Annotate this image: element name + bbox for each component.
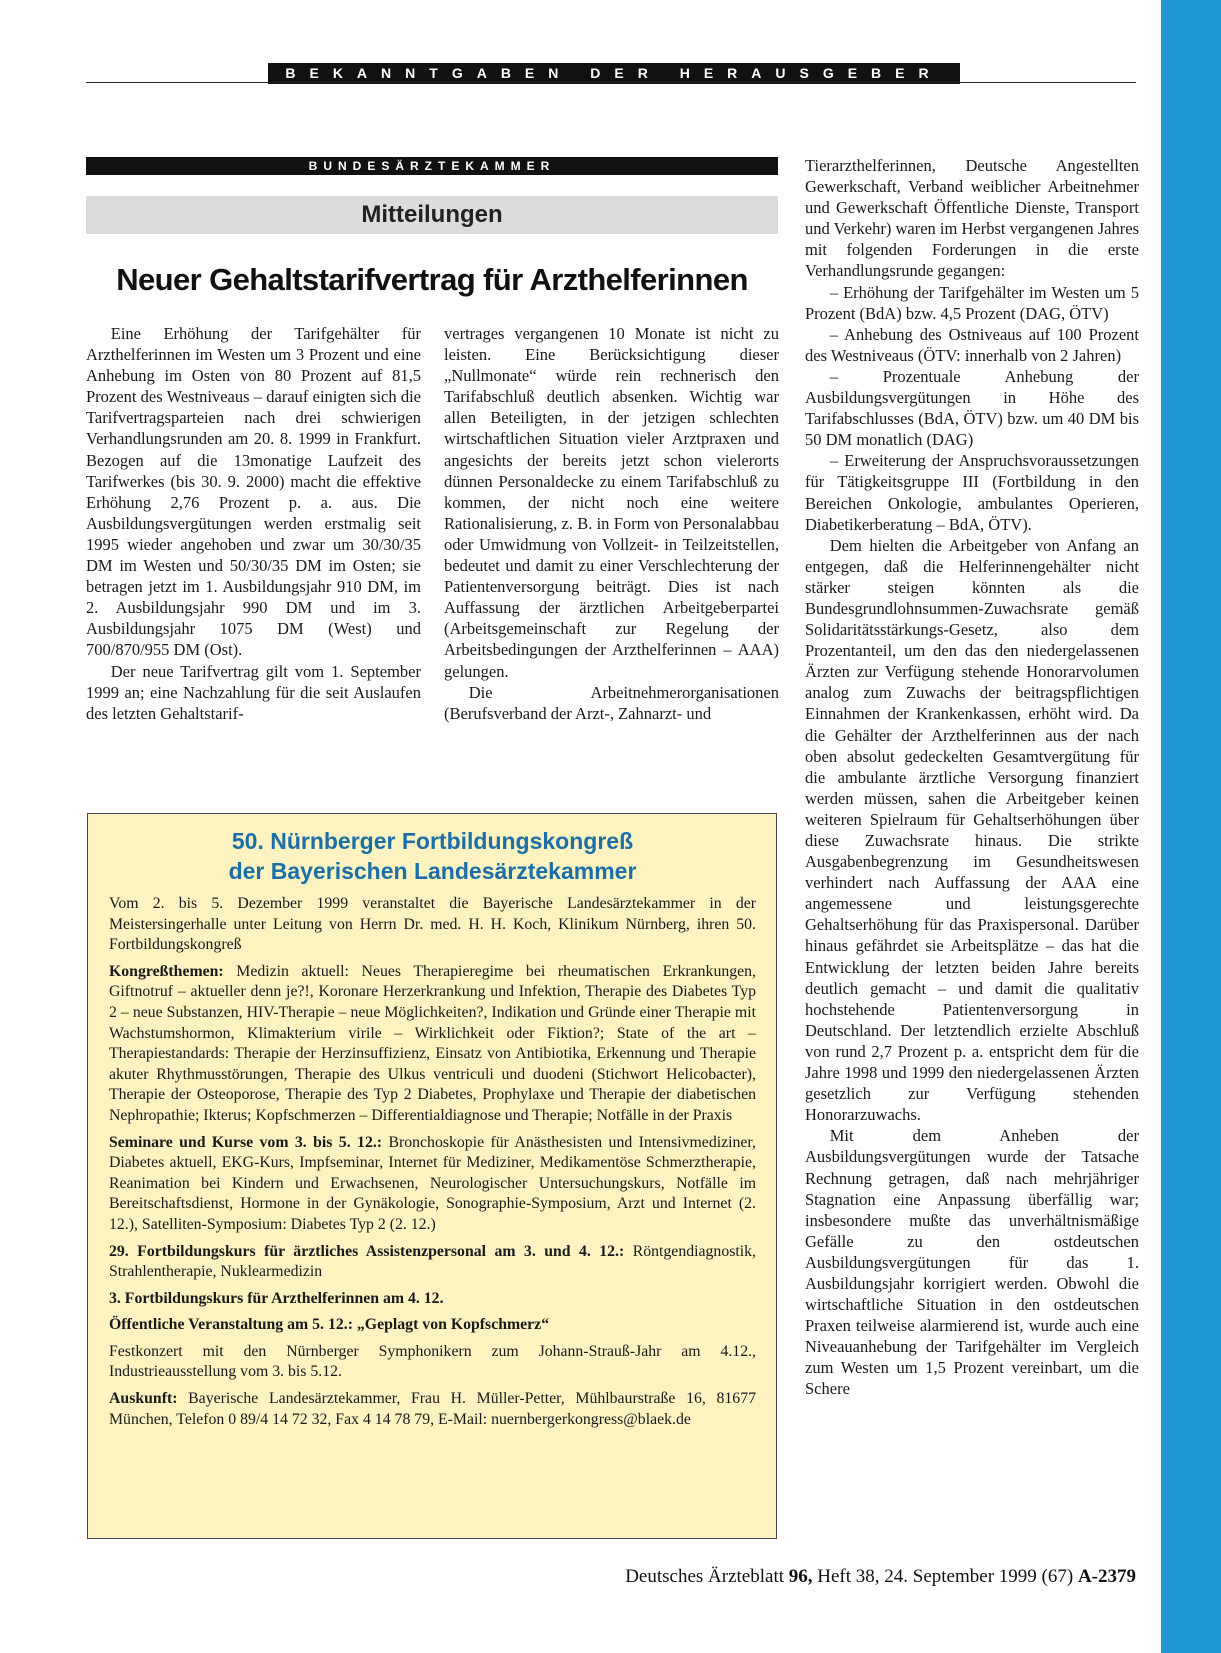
infobox-title-line: der Bayerischen Landesärztekammer bbox=[228, 858, 637, 884]
paragraph: Die Arbeitnehmerorganisationen (Berufsverband der Arzt-, Zahnarzt- und bbox=[444, 682, 779, 723]
contact-label: Auskunft: bbox=[109, 1390, 178, 1408]
page-footer bbox=[625, 1566, 1136, 1588]
header-band: BEKANNTGABEN DER HERAUSGEBER bbox=[268, 63, 960, 84]
course3-label: 3. Fortbildungskurs für Arzthelferinnen am 4. 12. bbox=[109, 1289, 444, 1307]
side-color-bar bbox=[1161, 0, 1221, 1653]
infobox-course-29 bbox=[109, 1242, 756, 1283]
infobox-themes bbox=[109, 962, 756, 1127]
list-item: – Anhebung des Ostniveaus auf 100 Prozent des Westniveaus (ÖTV: innerhalb von 2 Jahren) bbox=[805, 324, 1139, 365]
article-column-2 bbox=[444, 323, 779, 724]
infobox-course-3 bbox=[109, 1289, 756, 1310]
themes-label: Kongreßthemen: bbox=[109, 962, 224, 980]
paragraph: Der neue Tarifvertrag gilt vom 1. September 1999 an; eine Nachzahlung für die seit Auslaufen des letzten Gehaltstarif- bbox=[86, 661, 421, 723]
themes-text: Medizin aktuell: Neues Therapieregime bei rheumatischen Erkrankungen, Giftnotruf – aktueller denn je?!, Koronare Herzerkrankung und Infektion, Therapie des Diabetes Typ 2 – neue Substanzen, HIV-Therapie – neue Möglichkeiten?, Indikation und Gründe einer Therapie mit Wachstumshormon, Klimakterium virile – Wirklichkeit oder Fiktion?; State of the art – Therapiestandards: Therapie der Herzinsuffizienz, Einsatz von Antibiotika, Erkennung und Therapie akuter Rhythmusstörungen, Therapie des Ulkus ventriculi und duodeni (Stichwort Helicobacter), Therapie der Osteoporose, Therapie des Typ 2 Diabetes, Prophylaxe und Therapie der diabetischen Nephropathie; Ikterus; Kopfschmerzen – Differentialdiagnose und Therapie; Notfälle in der Praxis bbox=[109, 962, 756, 1124]
public-event-label: Öffentliche Veranstaltung am 5. 12.: „Geplagt von Kopfschmerz“ bbox=[109, 1316, 550, 1334]
contact-text: Bayerische Landesärztekammer, Frau H. Müller-Petter, Mühlbaurstraße 16, 81677 München, Telefon 0 89/4 14 72 32, Fax 4 14 78 79, E-Mail: nuernbergerkongress@blaek.de bbox=[109, 1390, 756, 1428]
seminars-text: Bronchoskopie für Anästhesisten und Intensivmediziner, Diabetes aktuell, EKG-Kurs, Impfseminar, Internet für Mediziner, Medikamentöse Schmerztherapie, Reanimation bei Kindern und Erwachsenen, Neurologischer Untersuchungskurs, Notfälle im Bereitschaftsdienst, Hormone in der Gynäkologie, Sonographie-Symposium, Arzt und Internet (2. 12.), Satelliten-Symposium: Diabetes Typ 2 (2. 12.) bbox=[109, 1133, 756, 1233]
paragraph: Dem hielten die Arbeitgeber von Anfang an entgegen, daß die Helferinnengehälter nicht stärker steigen könnten als die Bundesgrundlohnsummen-Zuwachsrate gemäß Solidaritätsstärkungs-Gesetz, also dem Prozentanteil, um den das den niedergelassenen Ärzten zur Verfügung stehende Honorarvolumen analog zum Zuwachs der beitragspflichtigen Einnahmen der Krankenkassen, erhöht wird. Da die Gehälter der Arzthelferinnen aus der nach oben absolut gedeckelten Gesamtvergütung für die ambulante ärztliche Versorgung finanziert werden müssen, sahen die Arbeitgeber keinen weiteren Spielraum für Gehaltserhöhungen über diese Zuwachsrate hinaus. Die strikte Ausgabenbegrenzung im Gesundheitswesen verhindert nach Auffassung der AAA eine angemessene und leistungsgerechte Gehaltserhöhung für das Praxispersonal. Darüber hinaus gefährdet sie Arbeitsplätze – das hat die Entwicklung der letzten beiden Jahre bereits deutlich gemacht – und damit die qualitativ hochstehende Patientenversorgung in Deutschland. Der letztendlich erzielte Abschluß von rund 2,7 Prozent p. a. entspricht dem für die Jahre 1998 und 1999 den niedergelassenen Ärzten gesetzlich zur Verfügung stehenden Honorarzuwachs. bbox=[805, 535, 1139, 1125]
footer-page-number: A-2379 bbox=[1077, 1566, 1136, 1587]
footer-issue: Heft 38, 24. September 1999 (67) bbox=[812, 1566, 1078, 1587]
list-item: – Prozentuale Anhebung der Ausbildungsvergütungen in Höhe des Tarifabschlusses (BdA, ÖTV) bzw. um 40 DM bis 50 DM monatlich (DAG) bbox=[805, 366, 1139, 450]
paragraph: vertrages vergangenen 10 Monate ist nicht zu leisten. Eine Berücksichtigung dieser „Nullmonate“ würde rein rechnerisch den Tarifabschluß deutlich absenken. Wichtig war allen Beteiligten, in der jetzigen schlechten wirtschaftlichen Situation vieler Arztpraxen und angesichts der bereits jetzt schon vielerorts dünnen Personaldecke zu einem Tarifabschluß zu kommen, der nicht noch eine weitere Rationalisierung, z. B. in Form von Personalabbau oder Umwidmung von Vollzeit- in Teilzeitstellen, bedeutet und damit zu einer Verschlechterung der Patientenversorgung beiträgt. Dies ist nach Auffassung der ärztlichen Arbeitgeberpartei (Arbeitsgemeinschaft zur Regelung der Arbeitsbedingungen der Arzthelferinnen – AAA) gelungen. bbox=[444, 324, 779, 681]
article-headline: Neuer Gehaltstarifvertrag für Arzthelferinnen bbox=[116, 262, 748, 297]
section-band: BUNDESÄRZTEKAMMER bbox=[86, 157, 778, 175]
article-column-1 bbox=[86, 323, 421, 724]
infobox-title-line: 50. Nürnberger Fortbildungskongreß bbox=[231, 828, 634, 854]
section-subtitle: Mitteilungen bbox=[86, 196, 778, 234]
course29-label: 29. Fortbildungskurs für ärztliches Assistenzpersonal am 3. und 4. 12.: bbox=[109, 1242, 625, 1260]
paragraph: Eine Erhöhung der Tarifgehälter für Arzthelferinnen im Westen um 3 Prozent und eine Anhebung im Osten von 80 Prozent auf 81,5 Prozent des Westniveaus – darauf einigten sich die Tarifvertragsparteien nach drei schwierigen Verhandlungsrunden am 20. 8. 1999 in Frankfurt. Bezogen auf die 13monatige Laufzeit des Tarifwerkes (bis 30. 9. 2000) macht die effektive Erhöhung 2,76 Prozent p. a. aus. Die Ausbildungsvergütungen werden erstmalig seit 1995 wieder angehoben und zwar um 30/30/35 DM im Westen und 50/30/35 DM im Osten; sie betragen jetzt im 1. Ausbildungsjahr 910 DM, im 2. Ausbildungsjahr 990 DM und im 3. Ausbildungsjahr 1075 DM (West) und 700/870/955 DM (Ost). bbox=[86, 324, 421, 660]
footer-volume: 96, bbox=[788, 1566, 813, 1587]
footer-journal: Deutsches Ärzteblatt bbox=[625, 1566, 789, 1587]
course29-text: Röntgendiagnostik, Strahlentherapie, Nuklearmedizin bbox=[109, 1242, 756, 1281]
list-item: – Erweiterung der Anspruchsvoraussetzungen für Tätigkeitsgruppe III (Fortbildung in den Bereichen Onkologie, ambulantes Operieren, Diabetikerberatung – BdA, ÖTV). bbox=[805, 451, 1139, 534]
infobox-contact bbox=[109, 1389, 756, 1430]
seminars-label: Seminare und Kurse vom 3. bis 5. 12.: bbox=[109, 1133, 383, 1151]
list-item: – Erhöhung der Tarifgehälter im Westen um 5 Prozent (BdA) bzw. 4,5 Prozent (DAG, ÖTV) bbox=[805, 282, 1139, 323]
article-column-3 bbox=[805, 155, 1139, 1400]
infobox-public-event bbox=[109, 1315, 756, 1336]
infobox-concert: Festkonzert mit den Nürnberger Symphonikern zum Johann-Strauß-Jahr am 4.12., Industrieausstellung vom 3. bis 5.12. bbox=[109, 1342, 756, 1381]
paragraph: Mit dem Anheben der Ausbildungsvergütungen wurde der Tatsache Rechnung getragen, daß nach mehrjähriger Stagnation eine Anpassung überfällig war; insbesondere mußte das unverhältnismäßige Gefälle zu den ostdeutschen Ausbildungsvergütungen für das 1. Ausbildungsjahr korrigiert werden. Obwohl die wirtschaftliche Situation in den ostdeutschen Praxen teilweise alarmierend ist, wurde auch eine Niveauanhebung der Tarifgehälter im Vergleich zum Westen um 1,5 Prozent vereinbart, um die Schere bbox=[805, 1126, 1139, 1399]
infobox-intro: Vom 2. bis 5. Dezember 1999 veranstaltet die Bayerische Landesärztekammer in der Meistersingerhalle unter Leitung von Herrn Dr. med. H. H. Koch, Klinikum Nürnberg, ihren 50. Fortbildungskongreß bbox=[109, 895, 756, 954]
infobox-seminars bbox=[109, 1133, 756, 1236]
paragraph: Tierarzthelferinnen, Deutsche Angestellten Gewerkschaft, Verband weiblicher Arbeitnehmer und Gewerkschaft Öffentliche Dienste, Transport und Verkehr) waren im Herbst vergangenen Jahres mit folgenden Forderungen in die erste Verhandlungsrunde gegangen: bbox=[805, 156, 1139, 281]
header-rule bbox=[86, 82, 1136, 83]
congress-infobox bbox=[87, 813, 777, 1539]
infobox-title bbox=[109, 826, 756, 886]
